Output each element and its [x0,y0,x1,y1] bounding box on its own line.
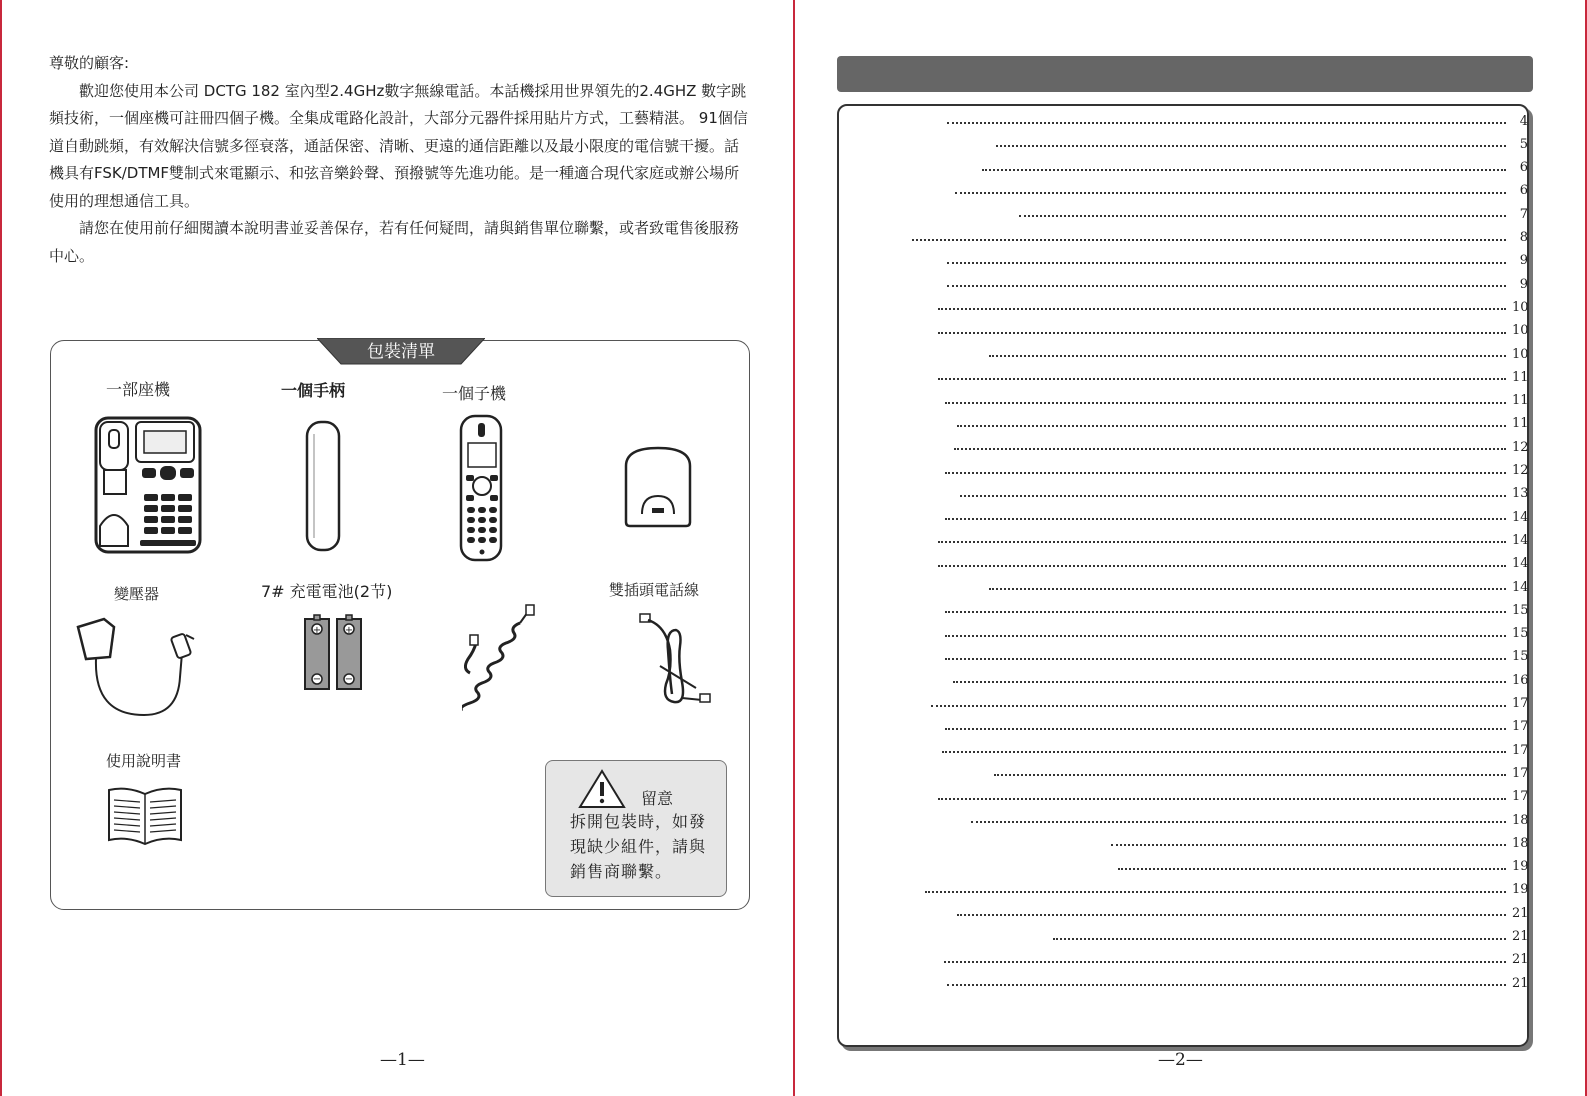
toc-page-number: 17 [1512,789,1529,805]
toc-entry [947,251,1528,271]
toc-leader-dots [942,751,1506,753]
toc-page-number: 14 [1512,509,1529,525]
phone-line-cord-icon [636,610,716,710]
cordless-handset-icon [458,413,506,563]
toc-leader-dots [996,145,1506,147]
toc-page-number: 21 [1512,952,1529,968]
toc-page-number: 12 [1512,439,1529,455]
toc-entry [938,554,1528,574]
toc-page-number: 10 [1512,299,1529,315]
toc-leader-dots [938,332,1506,334]
toc-leader-dots [947,285,1506,287]
coiled-cord-icon [462,603,538,715]
label-adapter: 變壓器 [114,585,160,603]
handset-icon [304,420,344,552]
toc-leader-dots [945,472,1506,474]
toc-page-number: 21 [1512,975,1529,991]
toc-entry [938,530,1528,550]
toc-entry [945,647,1528,667]
toc-leader-dots [953,681,1506,683]
toc-leader-dots [957,425,1506,427]
toc-leader-dots [955,192,1506,194]
toc-leader-dots [945,518,1506,520]
toc-page-number: 19 [1512,882,1529,898]
toc-entry [947,111,1528,131]
svg-text:+: + [312,625,322,636]
toc-page-number: 17 [1512,719,1529,735]
svg-text:−: − [312,674,322,685]
toc-leader-dots [931,705,1506,707]
toc-page-number: 17 [1512,742,1529,758]
toc-entry [955,181,1528,201]
toc-leader-dots [947,262,1506,264]
toc-leader-dots [938,378,1506,380]
toc-leader-dots [938,798,1506,800]
toc-leader-dots [954,448,1506,450]
toc-entry [1019,204,1528,224]
toc-page-number: 11 [1512,393,1529,409]
toc-entry [945,507,1528,527]
toc-leader-dots [994,774,1506,776]
toc-leader-dots [945,611,1506,613]
toc-entry [944,950,1528,970]
toc-page-number: 7 [1519,206,1528,222]
left-page [0,0,793,1096]
toc-entry [931,694,1528,714]
toc-entry [945,624,1528,644]
label-manual: 使用說明書 [106,752,182,770]
toc-leader-dots [938,565,1506,567]
charger-cradle-icon [622,444,694,528]
toc-entry [945,461,1528,481]
toc-page-number: 4 [1519,113,1528,129]
toc-entry [953,670,1528,690]
toc-entry [1053,927,1528,947]
toc-entry [994,763,1528,783]
toc-leader-dots [947,122,1506,124]
toc-page-number: 18 [1512,812,1529,828]
toc-page-number: 19 [1512,859,1529,875]
toc-page-number: 9 [1519,253,1528,269]
toc-entry [989,344,1528,364]
toc-leader-dots [945,728,1506,730]
toc-leader-dots [1053,938,1506,940]
toc-page-number: 8 [1519,230,1528,245]
warning-triangle-icon [578,769,626,809]
toc-entry [945,391,1528,411]
toc-page-number: 21 [1512,905,1529,921]
toc-page-number: 15 [1512,649,1529,665]
toc-leader-dots [989,588,1506,590]
toc-leader-dots [1111,844,1506,846]
toc-page-number: 16 [1512,672,1529,688]
toc-entry [947,274,1528,294]
greeting: 尊敬的顧客: [49,54,130,72]
toc-page-number: 14 [1512,532,1529,548]
toc-leader-dots [938,308,1506,310]
svg-text:+: + [344,625,354,636]
label-base-unit: 一部座機 [106,380,171,399]
intro-section [49,50,749,270]
toc-entry [912,228,1528,248]
toc-leader-dots [1118,868,1506,870]
toc-leader-dots [912,239,1506,241]
toc-entry [945,717,1528,737]
toc-entry [989,577,1528,597]
toc-leader-dots [1019,215,1506,217]
note-text: 拆開包裝時，如發現缺少組件，請與銷售商聯繫。 [570,812,707,881]
toc-page-number: 5 [1519,136,1528,152]
toc-leader-dots [925,891,1506,893]
toc-leader-dots [989,355,1506,357]
attention-note [545,760,727,897]
toc-leader-dots [945,635,1506,637]
toc-page-number: 17 [1512,696,1529,711]
toc-page-number: 6 [1519,160,1528,176]
toc-entry [957,414,1528,434]
toc-entry [982,158,1528,178]
toc-page-number: 21 [1512,929,1529,944]
svg-text:−: − [344,674,354,685]
label-cordless: 一個子機 [442,384,507,403]
toc-leader-dots [945,658,1506,660]
toc-page-number: 14 [1512,556,1529,572]
toc-entry [925,880,1528,900]
label-battery: 7# 充電電池(2节) [261,582,393,601]
intro-paragraph-1: 歡迎您使用本公司 DCTG 182 室內型2.4GHz數字無線電話。本話機採用世界領先的2.4GHZ 數字跳頻技術，一個座機可註冊四個子機。全集成電路化設計，大部分元器件採用貼片方式，工藝精湛。 91個信道自動跳頻，有效解決信號多徑衰落，通話保密、清晰、更遠的通信距離以及最小限度的電信號干擾。話機具有FSK/DTMF雙制式來電顯示、和弦音樂鈴聲、預撥號等先進功能。是一種適合現代家庭或辦公場所使用的理想通信工具。 [49,81,748,210]
package-title: 包裝清單 [367,342,435,362]
toc-leader-dots [982,169,1506,171]
toc-leader-dots [945,402,1506,404]
manual-book-icon [105,786,185,846]
toc-entry [945,600,1528,620]
toc-entry [942,740,1528,760]
toc-entry [960,484,1528,504]
toc-entry [938,787,1528,807]
toc-page-number: 9 [1519,276,1528,292]
toc-leader-dots [960,495,1506,497]
toc-header-bar [837,56,1533,92]
toc-leader-dots [971,821,1506,823]
toc-page-number: 18 [1512,835,1529,851]
toc-entry [971,810,1528,830]
toc-page-number: 10 [1512,346,1529,362]
label-phone-cord: 雙插頭電話線 [609,581,700,599]
toc-entry [938,297,1528,317]
intro-paragraph-2: 請您在使用前仔細閱讀本說明書並妥善保存，若有任何疑問，請與銷售單位聯繫，或者致電售後服務中心。 [49,219,740,265]
toc-entry [938,321,1528,341]
toc-page-number: 14 [1512,579,1529,595]
page-number-left: —1— [380,1050,425,1070]
toc-page-number: 11 [1512,416,1529,432]
label-handset: 一個手柄 [281,381,346,400]
toc-leader-dots [944,961,1506,963]
toc-page-number: 11 [1512,369,1529,385]
toc-page-number: 6 [1519,183,1528,199]
toc-page-number: 17 [1512,765,1529,781]
right-page [793,0,1587,1096]
toc-entry [1111,833,1528,853]
toc-entry [1118,857,1528,877]
toc-entry [938,367,1528,387]
page-number-right: —2— [1158,1050,1203,1070]
toc-page-number: 12 [1512,463,1529,478]
toc-entry [947,973,1528,993]
toc-page-number: 15 [1512,626,1529,642]
toc-entry [954,437,1528,457]
battery-icon [302,613,368,693]
toc-entry [957,903,1528,923]
toc-leader-dots [947,984,1506,986]
power-adapter-icon [74,615,199,720]
toc-page-number: 13 [1512,486,1529,502]
toc-page-number: 15 [1512,602,1529,618]
note-title: 留意 [641,789,674,808]
toc-page-number: 10 [1512,323,1529,339]
toc-leader-dots [957,914,1506,916]
toc-leader-dots [938,541,1506,543]
base-phone-icon [94,416,204,556]
toc-entry [996,134,1528,154]
